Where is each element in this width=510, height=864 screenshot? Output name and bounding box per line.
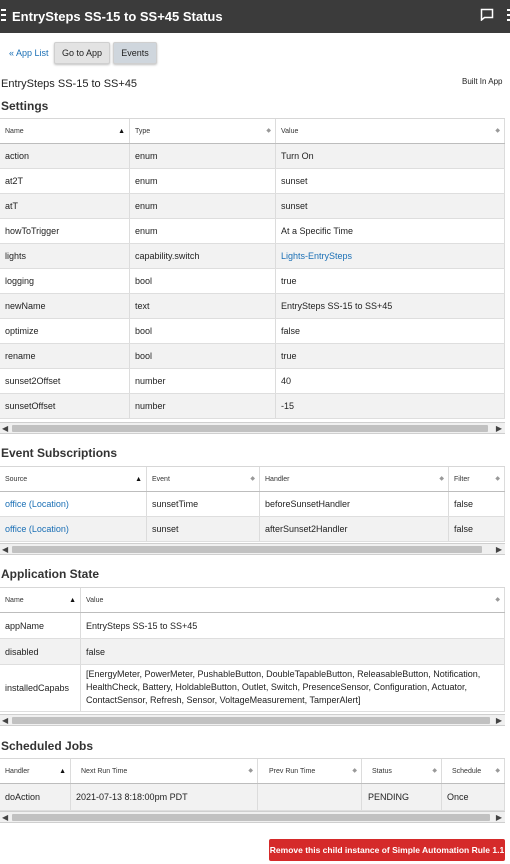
scroll-right-icon[interactable]: ▶ [495, 813, 502, 822]
column-header-handler[interactable]: Handler ◆ [260, 467, 449, 491]
table-row [0, 244, 505, 269]
setting-name: atT [0, 194, 130, 218]
state-table [0, 587, 505, 712]
setting-name: logging [0, 269, 130, 293]
scroll-left-icon[interactable]: ◀ [2, 813, 9, 822]
jobs-table [0, 758, 505, 811]
table-row [0, 613, 505, 639]
scroll-right-icon[interactable]: ▶ [495, 716, 502, 725]
table-row [0, 294, 505, 319]
setting-value: At a Specific Time [276, 219, 505, 243]
column-header-prev-run[interactable]: Prev Run Time ◆ [258, 759, 362, 783]
setting-type: number [130, 394, 276, 418]
job-next-run: 2021-07-13 8:18:00pm PDT [71, 784, 258, 810]
chat-icon[interactable] [480, 8, 494, 21]
table-row [0, 492, 505, 517]
subscription-handler: beforeSunsetHandler [260, 492, 449, 516]
column-header-handler[interactable]: Handler ▲ [0, 759, 71, 783]
state-header [0, 588, 505, 613]
setting-value: true [276, 344, 505, 368]
setting-name: lights [0, 244, 130, 268]
setting-type: bool [130, 269, 276, 293]
subscriptions-header [0, 467, 505, 492]
events-button[interactable]: Events [113, 42, 157, 64]
setting-value: true [276, 269, 505, 293]
app-list-link[interactable]: « App List [9, 48, 49, 58]
table-row [0, 169, 505, 194]
table-row [0, 194, 505, 219]
setting-name: newName [0, 294, 130, 318]
setting-type: text [130, 294, 276, 318]
table-row [0, 784, 505, 811]
sort-icon: ◆ [495, 768, 500, 774]
setting-type: enum [130, 169, 276, 193]
column-header-status[interactable]: Status ◆ [362, 759, 442, 783]
state-name: appName [0, 613, 81, 638]
setting-name: at2T [0, 169, 130, 193]
app-type-label: Built In App [462, 77, 503, 86]
column-header-event[interactable]: Event ◆ [147, 467, 260, 491]
sort-asc-icon: ▲ [59, 768, 66, 775]
sort-icon: ◆ [495, 597, 500, 603]
jobs-title: Scheduled Jobs [1, 739, 94, 753]
sort-icon: ◆ [432, 768, 437, 774]
setting-type: number [130, 369, 276, 393]
sort-icon: ◆ [248, 768, 253, 774]
job-prev-run [258, 784, 362, 810]
setting-name: sunsetOffset [0, 394, 130, 418]
sort-icon: ◆ [250, 476, 255, 482]
column-header-name[interactable]: Name ▲ [0, 119, 130, 143]
scrollbar-thumb[interactable] [12, 546, 482, 553]
scroll-left-icon[interactable]: ◀ [2, 424, 9, 433]
settings-scrollbar[interactable] [0, 422, 505, 434]
table-row [0, 369, 505, 394]
subscription-source[interactable]: office (Location) [0, 492, 147, 516]
hamburger-icon[interactable] [1, 9, 6, 23]
sort-asc-icon: ▲ [135, 476, 142, 483]
subscription-event: sunset [147, 517, 260, 541]
subscription-source[interactable]: office (Location) [0, 517, 147, 541]
top-bar [0, 0, 510, 33]
setting-type: bool [130, 319, 276, 343]
column-header-value[interactable]: Value ◆ [81, 588, 505, 612]
column-header-filter[interactable]: Filter ◆ [449, 467, 505, 491]
sort-icon: ◆ [439, 476, 444, 482]
table-row [0, 269, 505, 294]
setting-name: howToTrigger [0, 219, 130, 243]
setting-value: EntrySteps SS-15 to SS+45 [276, 294, 505, 318]
state-name: installedCapabs [0, 665, 81, 711]
table-row [0, 517, 505, 542]
state-name: disabled [0, 639, 81, 664]
job-schedule: Once [442, 784, 505, 810]
column-header-name[interactable]: Name ▲ [0, 588, 81, 612]
table-row [0, 219, 505, 244]
go-to-app-button[interactable]: Go to App [54, 42, 110, 64]
settings-header [0, 119, 505, 144]
table-row [0, 665, 505, 712]
setting-value: false [276, 319, 505, 343]
table-row [0, 344, 505, 369]
setting-name: optimize [0, 319, 130, 343]
setting-value: sunset [276, 169, 505, 193]
remove-child-instance-button[interactable]: Remove this child instance of Simple Automation Rule 1.1 [269, 839, 505, 861]
state-scrollbar[interactable] [0, 714, 505, 726]
setting-value: Turn On [276, 144, 505, 168]
subscription-handler: afterSunset2Handler [260, 517, 449, 541]
setting-name: rename [0, 344, 130, 368]
setting-value: 40 [276, 369, 505, 393]
setting-type: bool [130, 344, 276, 368]
setting-name: action [0, 144, 130, 168]
sort-icon: ◆ [495, 476, 500, 482]
state-value: false [81, 639, 505, 664]
setting-type: enum [130, 144, 276, 168]
jobs-header [0, 759, 505, 784]
state-value: EntrySteps SS-15 to SS+45 [81, 613, 505, 638]
sort-asc-icon: ▲ [118, 128, 125, 135]
scrollbar-thumb[interactable] [12, 814, 490, 821]
sort-asc-icon: ▲ [69, 597, 76, 604]
column-header-next-run[interactable]: Next Run Time ◆ [71, 759, 258, 783]
subscriptions-scrollbar[interactable] [0, 543, 505, 555]
column-header-schedule[interactable]: Schedule ◆ [442, 759, 505, 783]
column-header-value[interactable]: Value ◆ [276, 119, 505, 143]
subscription-filter: false [449, 492, 505, 516]
scrollbar-thumb[interactable] [12, 717, 490, 724]
app-name: EntrySteps SS-15 to SS+45 [1, 78, 138, 90]
job-status: PENDING [362, 784, 442, 810]
page-title: EntrySteps SS-15 to SS+45 Status [12, 9, 223, 24]
scroll-left-icon[interactable]: ◀ [2, 716, 9, 725]
setting-type: enum [130, 194, 276, 218]
subscription-event: sunsetTime [147, 492, 260, 516]
subscription-filter: false [449, 517, 505, 541]
table-row [0, 394, 505, 419]
table-row [0, 639, 505, 665]
subscriptions-table [0, 466, 505, 542]
table-row [0, 319, 505, 344]
state-value: [EnergyMeter, PowerMeter, PushableButton, DoubleTapableButton, ReleasableButton, Notification, HealthCheck, Battery, HoldableButton, Outlet, Switch, PresenceSensor, Configuration, Actuator, ContactSensor, Refresh, Sensor, VoltageMeasurement, TamperAlert] [81, 665, 505, 711]
state-title: Application State [1, 567, 100, 581]
setting-name: sunset2Offset [0, 369, 130, 393]
subscriptions-title: Event Subscriptions [1, 446, 118, 460]
settings-table [0, 118, 505, 419]
setting-type: capability.switch [130, 244, 276, 268]
sort-icon: ◆ [266, 128, 271, 134]
scrollbar-thumb[interactable] [12, 425, 488, 432]
setting-value[interactable]: Lights-EntrySteps [276, 244, 505, 268]
setting-type: enum [130, 219, 276, 243]
table-row [0, 144, 505, 169]
sort-icon: ◆ [495, 128, 500, 134]
scroll-left-icon[interactable]: ◀ [2, 545, 9, 554]
job-handler: doAction [0, 784, 71, 810]
sort-icon: ◆ [352, 768, 357, 774]
setting-value: sunset [276, 194, 505, 218]
settings-title: Settings [1, 99, 49, 113]
setting-value: -15 [276, 394, 505, 418]
column-header-source[interactable]: Source ▲ [0, 467, 147, 491]
scroll-right-icon[interactable]: ▶ [495, 424, 502, 433]
scroll-right-icon[interactable]: ▶ [495, 545, 502, 554]
column-header-type[interactable]: Type ◆ [130, 119, 276, 143]
jobs-scrollbar[interactable] [0, 811, 505, 823]
